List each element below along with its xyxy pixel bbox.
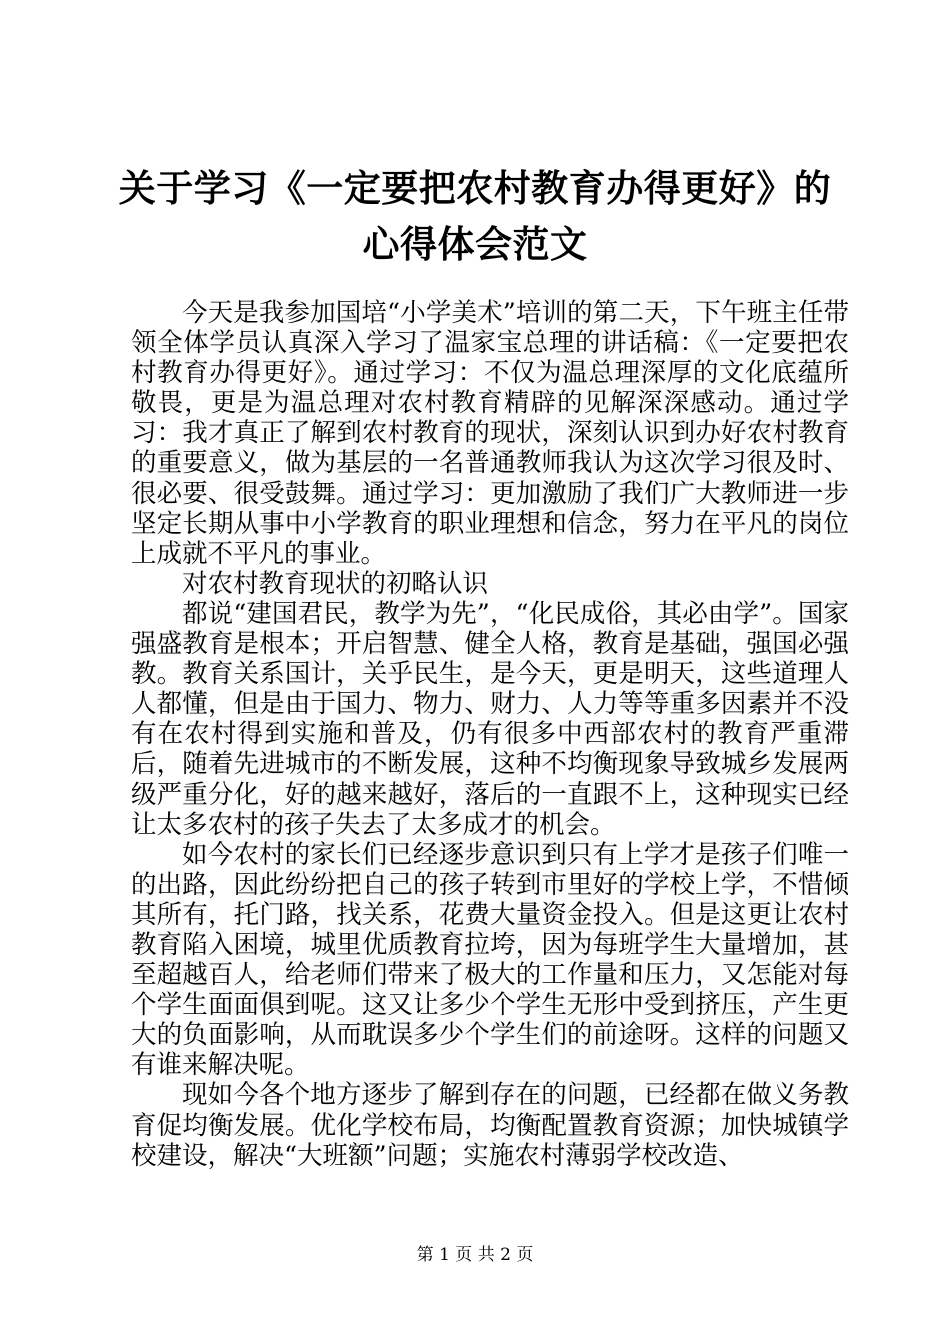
document-body bbox=[131, 298, 849, 1171]
paragraph: 如今农村的家长们已经逐步意识到只有上学才是孩子们唯一的出路，因此纷纷把自己的孩子转到市里好的学校上学，不惜倾其所有，托门路，找关系，花费大量资金投入。但是这更让农村教育陷入困境，城里优质教育拉垮，因为每班学生大量增加，甚至超越百人，给老师们带来了极大的工作量和压力，又怎能对每个学生面面俱到呢。这又让多少个学生无形中受到挤压，产生更大的负面影响，从而耽误多少个学生们的前途呀。这样的问题又有谁来解决呢。 bbox=[131, 839, 849, 1081]
page-footer: 第 1 页 共 2 页 bbox=[416, 1245, 534, 1265]
section-heading: 对农村教育现状的初略认识 bbox=[182, 568, 489, 599]
document-title: 关于学习《一定要把农村教育办得更好》的心得体会范文 bbox=[118, 166, 832, 266]
paragraph: 都说“建国君民，教学为先”，“化民成俗，其必由学”。国家强盛教育是根本；开启智慧、健全人格，教育是基础，强国必强教。教育关系国计，关乎民生，是今天，更是明天，这些道理人人都懂，但是由于国力、物力、财力、人力等等重多因素并不没有在农村得到实施和普及，仍有很多中西部农村的教育严重滞后，随着先进城市的不断发展，这种不均衡现象导致城乡发展两级严重分化，好的越来越好，落后的一直跟不上，这种现实已经让太多农村的孩子失去了太多成才的机会。 bbox=[131, 598, 849, 840]
paragraph: 现如今各个地方逐步了解到存在的问题，已经都在做义务教育促均衡发展。优化学校布局，均衡配置教育资源；加快城镇学校建设，解决“大班额”问题；实施农村薄弱学校改造、 bbox=[131, 1080, 849, 1171]
paragraph: 今天是我参加国培“小学美术”培训的第二天，下午班主任带领全体学员认真深入学习了温家宝总理的讲话稿：《一定要把农村教育办得更好》。通过学习：不仅为温总理深厚的文化底蕴所敬畏，更是为温总理对农村教育精辟的见解深深感动。通过学习：我才真正了解到农村教育的现状，深刻认识到办好农村教育的重要意义，做为基层的一名普通教师我认为这次学习很及时、很必要、很受鼓舞。通过学习：更加激励了我们广大教师进一步坚定长期从事中小学教育的职业理想和信念，努力在平凡的岗位上成就不平凡的事业。 bbox=[131, 298, 849, 569]
